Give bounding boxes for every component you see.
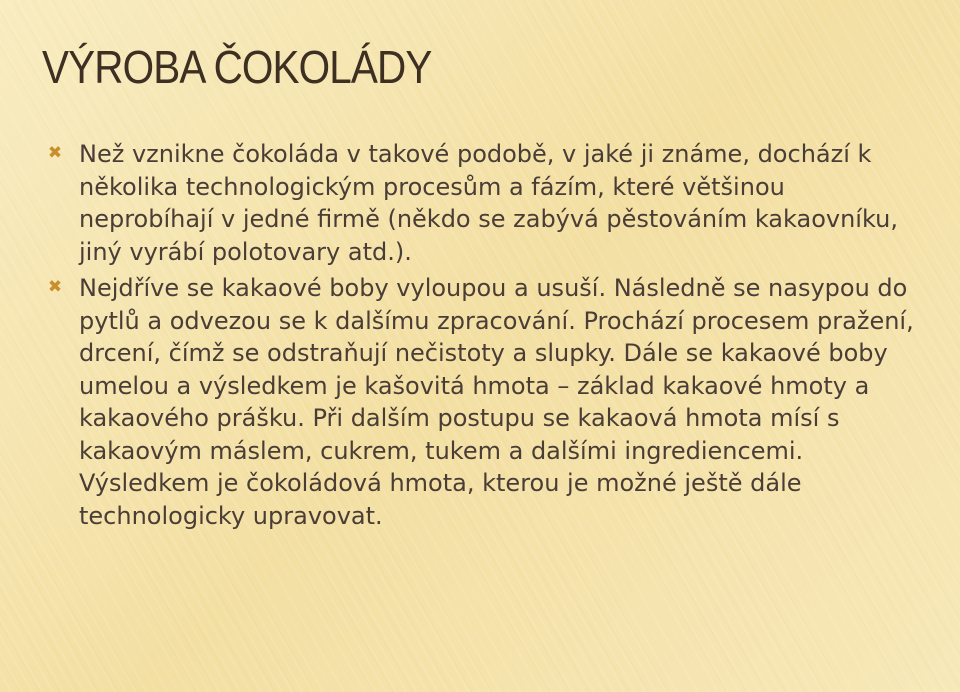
bullet-list bbox=[44, 138, 924, 536]
bullet-text: Než vznikne čokoláda v takové podobě, v jaké ji známe, dochází k několika technologickým procesům a fázím, které většinou neprobíhají v jedné firmě (někdo se zabývá pěstováním kakaovníku, jiný vyrábí polotovary atd.). bbox=[79, 140, 898, 266]
bullet-text: Nejdříve se kakaové boby vyloupou a usuší. Následně se nasypou do pytlů a odvezou se k dalšímu zpracování. Prochází procesem pražení, drcení, čímž se odstraňují nečistoty a slupky. Dále se kakaové boby umelou a výsledkem je kašovitá hmota – základ kakaové hmoty a kakaového prášku. Při dalším postupu se kakaová hmota mísí s kakaovým máslem, cukrem, tukem a dalšími ingrediencemi. Výsledkem je čokoládová hmota, kterou je možné ještě dále technologicky upravovat. bbox=[79, 274, 914, 530]
bullet-item bbox=[44, 138, 924, 268]
slide-title: VÝROBA ČOKOLÁDY bbox=[42, 41, 432, 93]
x-mark-icon: ✖ bbox=[47, 143, 63, 163]
bullet-item bbox=[44, 272, 924, 532]
x-mark-icon: ✖ bbox=[47, 277, 63, 297]
